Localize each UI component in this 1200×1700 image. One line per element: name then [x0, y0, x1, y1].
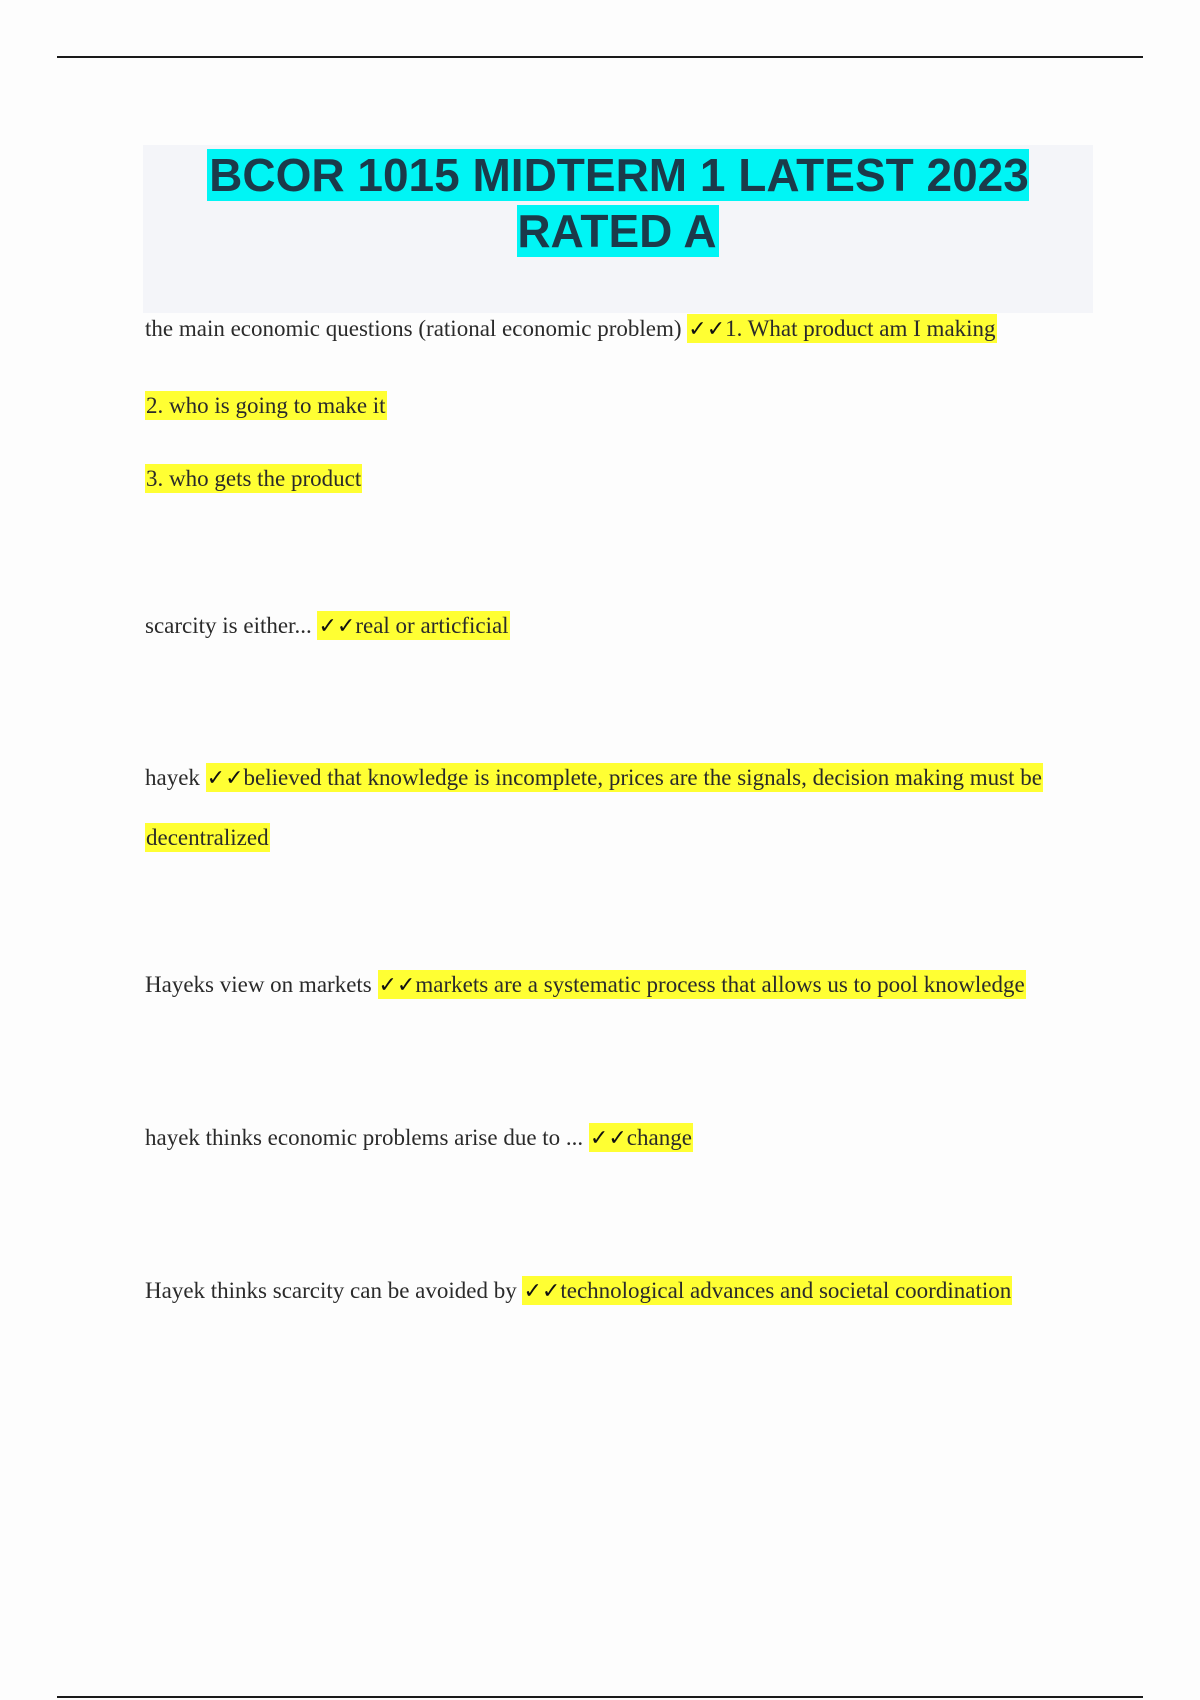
double-check-icon: ✓✓ [318, 614, 356, 639]
answer-text: 1. What product am I making [725, 316, 996, 341]
answer-text: technological advances and societal coordination [560, 1278, 1012, 1303]
question-text: Hayek thinks scarcity can be avoided by [145, 1278, 517, 1303]
answer-highlight [589, 1123, 693, 1152]
answer-text: decentralized [146, 825, 269, 850]
question-text: hayek [145, 765, 200, 790]
answer-text: believed that knowledge is incomplete, prices are the signals, decision making must be [243, 765, 1042, 790]
answer-highlight [206, 763, 1043, 792]
double-check-icon: ✓✓ [378, 973, 416, 998]
answer-text: 3. who gets the product [146, 466, 362, 491]
answer-text: real or articficial [355, 613, 509, 638]
qa-item [145, 970, 1026, 1001]
answer-text: markets are a systematic process that allows us to pool knowledge [415, 972, 1025, 997]
qa-item [145, 611, 510, 642]
title-block [143, 145, 1093, 313]
answer-highlight [378, 970, 1026, 999]
question-text: hayek thinks economic problems arise due to ... [145, 1125, 584, 1150]
answer-continuation [145, 823, 270, 853]
qa-item [145, 1123, 693, 1154]
question-text: the main economic questions (rational economic problem) [145, 316, 682, 341]
footer-rule [57, 1696, 1143, 1698]
answer-highlight [317, 611, 509, 640]
question-text: Hayeks view on markets [145, 972, 372, 997]
double-check-icon: ✓✓ [589, 1126, 627, 1151]
answer-text: change [626, 1125, 692, 1150]
qa-item [145, 1276, 1012, 1307]
qa-item [145, 763, 1043, 794]
answer-highlight [522, 1276, 1012, 1305]
double-check-icon: ✓✓ [206, 766, 244, 791]
answer-text: 2. who is going to make it [146, 393, 386, 418]
answer-highlight [687, 314, 996, 343]
qa-item [145, 314, 997, 345]
question-text: scarcity is either... [145, 613, 312, 638]
double-check-icon: ✓✓ [523, 1279, 561, 1304]
double-check-icon: ✓✓ [688, 317, 726, 342]
answer-continuation [145, 464, 362, 494]
answer-continuation [145, 391, 387, 421]
page-title: BCOR 1015 MIDTERM 1 LATEST 2023 RATED A [209, 149, 1029, 257]
header-rule [57, 56, 1143, 58]
